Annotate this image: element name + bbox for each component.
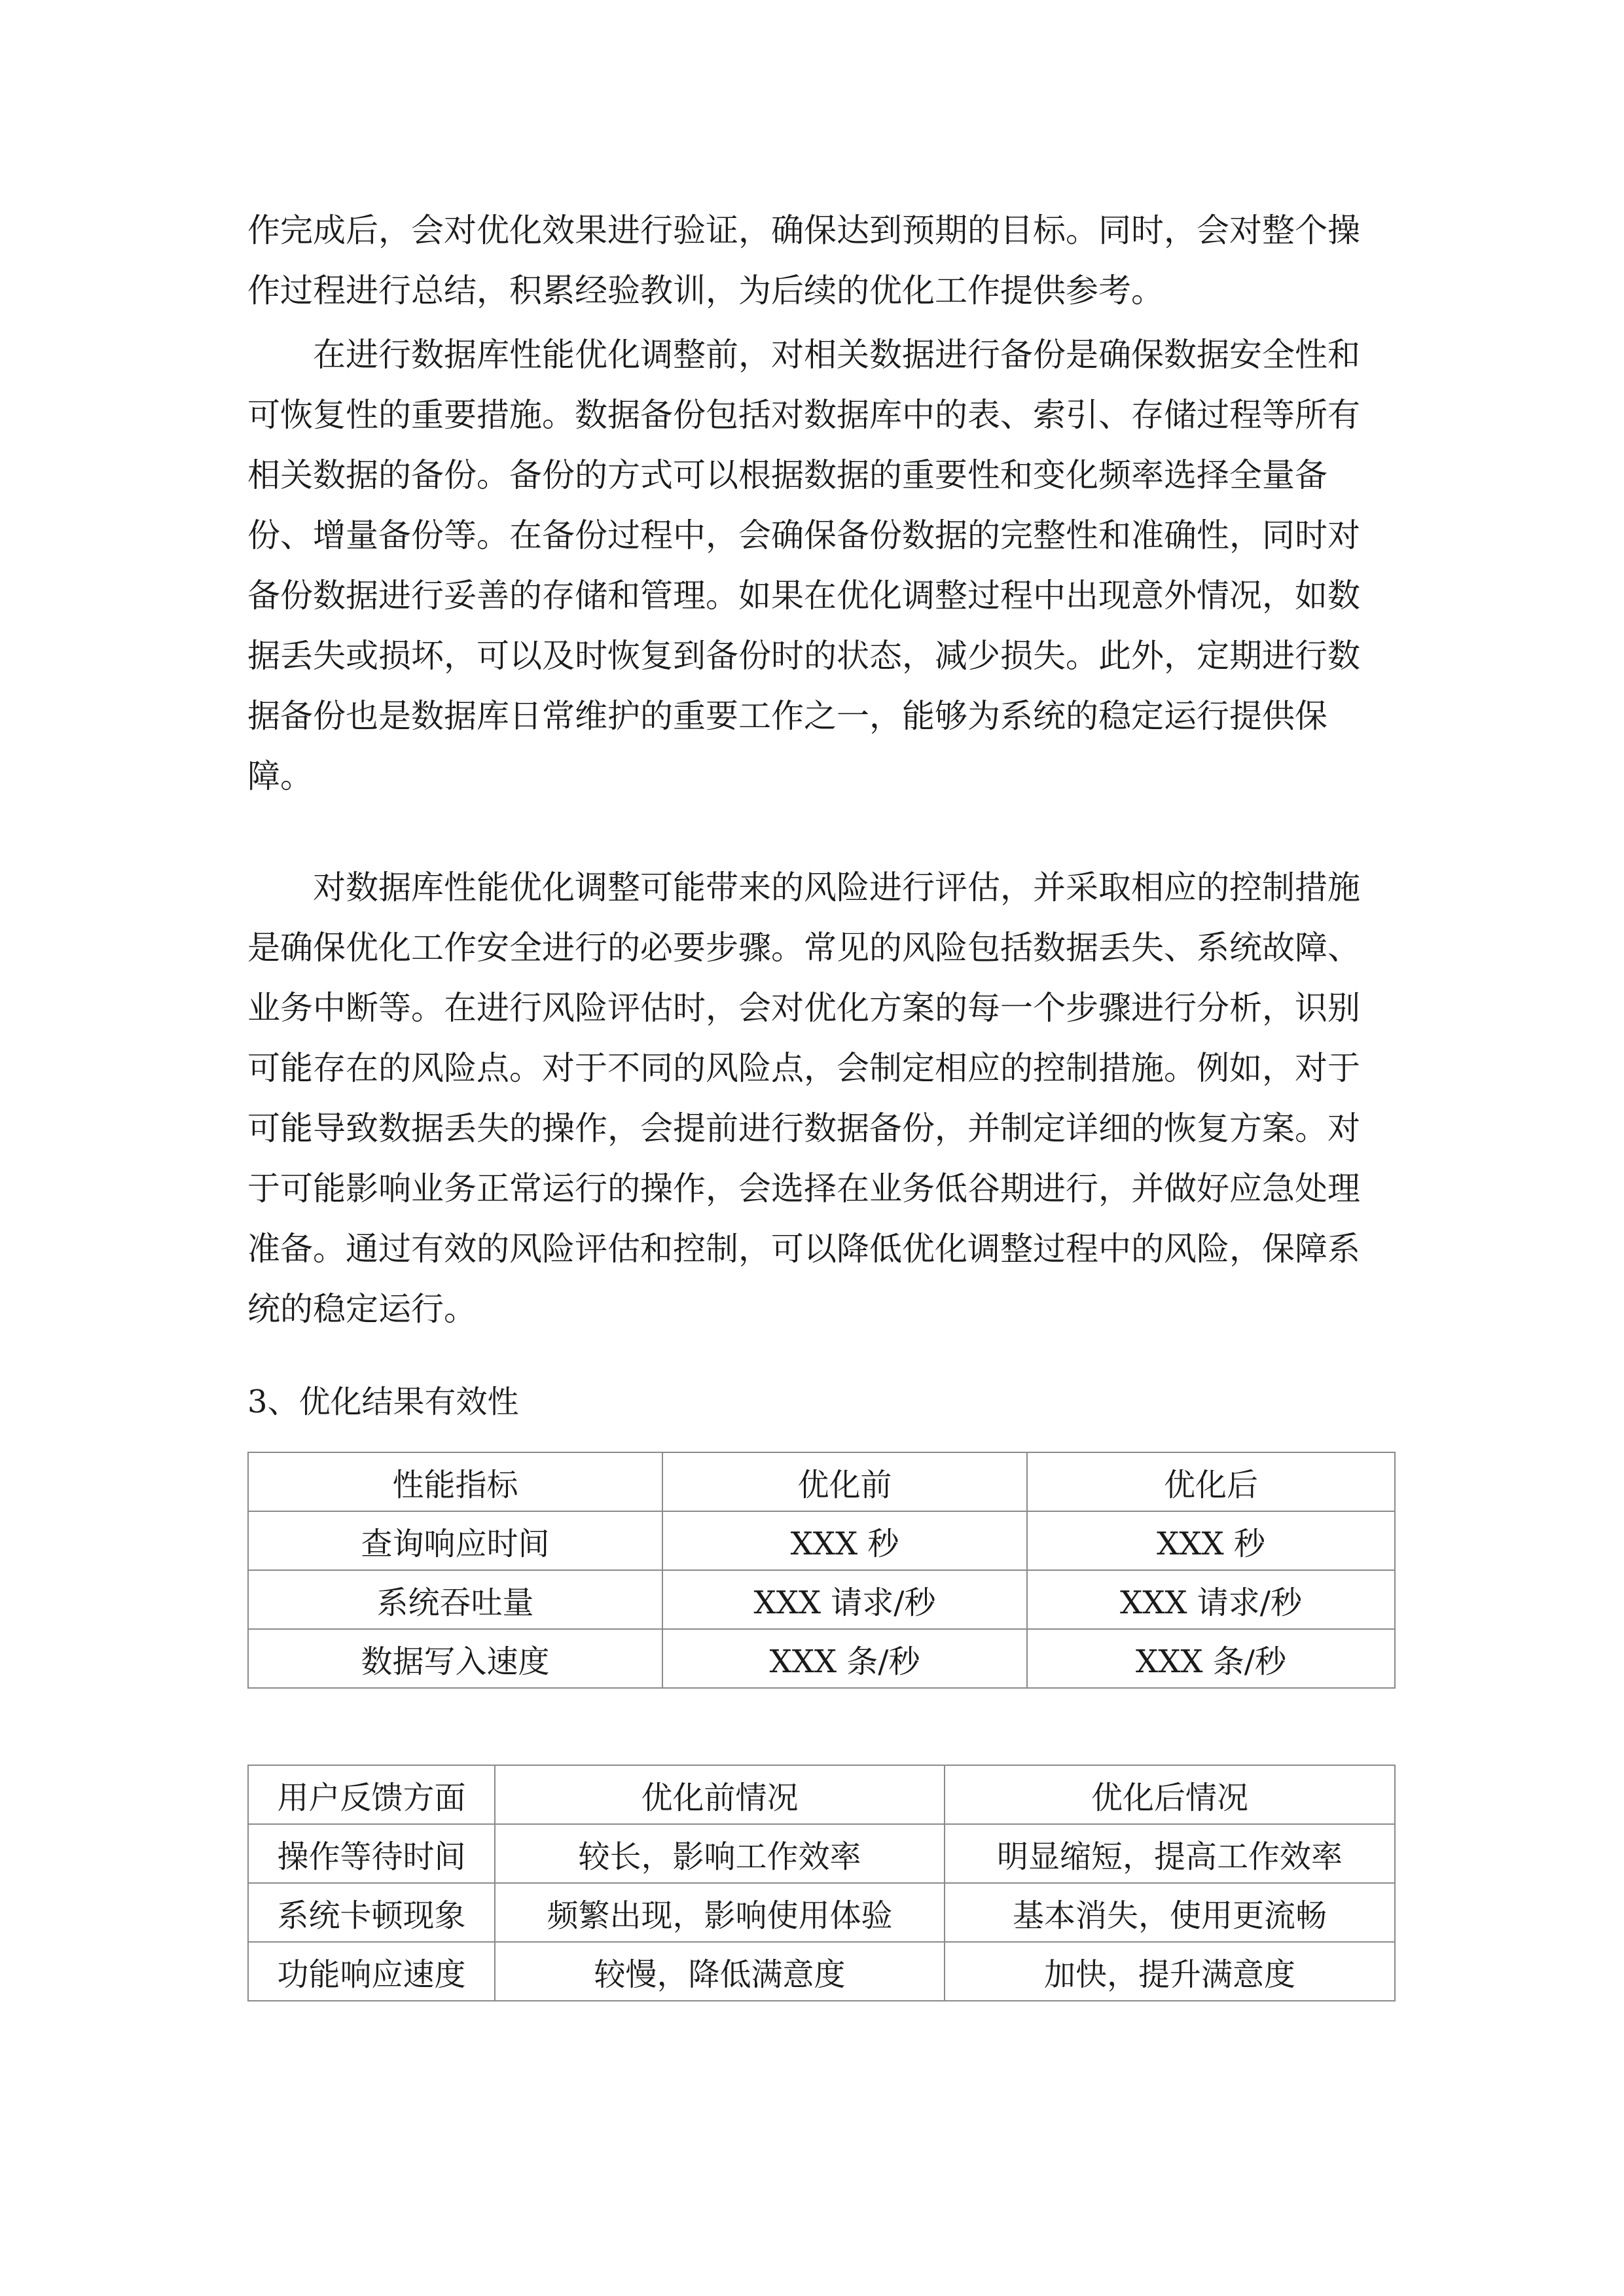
table-cell: 较长，影响工作效率 xyxy=(495,1824,945,1883)
table-cell: 系统吞吐量 xyxy=(248,1570,662,1629)
table-cell: 系统卡顿现象 xyxy=(248,1883,495,1942)
table-cell: 基本消失，使用更流畅 xyxy=(945,1883,1395,1942)
paragraph-1-line-1: 作完成后，会对优化效果进行验证，确保达到预期的目标。同时，会对整个操 xyxy=(247,211,1360,249)
section-heading: 3、优化结果有效性 xyxy=(247,1384,519,1420)
paragraph-2-line-1: 在进行数据库性能优化调整前，对相关数据进行备份是确保数据安全性和 xyxy=(313,336,1360,374)
paragraph-3-line-6: 于可能影响业务正常运行的操作，会选择在业务低谷期进行，并做好应急处理 xyxy=(247,1170,1360,1208)
table-row xyxy=(248,1942,1395,2001)
table-header-cell: 优化后 xyxy=(1027,1452,1395,1511)
paragraph-2-line-2: 可恢复性的重要措施。数据备份包括对数据库中的表、索引、存储过程等所有 xyxy=(247,396,1360,434)
performance-metrics-table xyxy=(247,1452,1396,1689)
table-row xyxy=(248,1570,1395,1629)
table-cell: 数据写入速度 xyxy=(248,1629,662,1688)
paragraph-3-line-7: 准备。通过有效的风险评估和控制，可以降低优化调整过程中的风险，保障系 xyxy=(247,1230,1360,1268)
paragraph-2-line-5: 备份数据进行妥善的存储和管理。如果在优化调整过程中出现意外情况，如数 xyxy=(247,577,1360,615)
user-feedback-table xyxy=(247,1765,1396,2001)
table-cell: XXX 请求/秒 xyxy=(662,1570,1027,1629)
table-header-cell: 用户反馈方面 xyxy=(248,1765,495,1824)
table-cell: XXX 秒 xyxy=(662,1511,1027,1570)
table-cell: XXX 条/秒 xyxy=(1027,1629,1395,1688)
table-row xyxy=(248,1883,1395,1942)
paragraph-3-line-4: 可能存在的风险点。对于不同的风险点，会制定相应的控制措施。例如，对于 xyxy=(247,1049,1360,1087)
table-cell: 频繁出现，影响使用体验 xyxy=(495,1883,945,1942)
paragraph-3-line-1: 对数据库性能优化调整可能带来的风险进行评估，并采取相应的控制措施 xyxy=(313,869,1360,906)
table-cell: 加快，提升满意度 xyxy=(945,1942,1395,2001)
table-cell: 操作等待时间 xyxy=(248,1824,495,1883)
table-header-cell: 优化前情况 xyxy=(495,1765,945,1824)
paragraph-1-line-2: 作过程进行总结，积累经验教训，为后续的优化工作提供参考。 xyxy=(247,272,1164,310)
paragraph-3-line-3: 业务中断等。在进行风险评估时，会对优化方案的每一个步骤进行分析，识别 xyxy=(247,989,1360,1027)
table-row xyxy=(248,1629,1395,1688)
paragraph-2-line-4: 份、增量备份等。在备份过程中，会确保备份数据的完整性和准确性，同时对 xyxy=(247,516,1360,554)
table-header-cell: 优化前 xyxy=(662,1452,1027,1511)
table-row xyxy=(248,1824,1395,1883)
paragraph-2-line-7: 据备份也是数据库日常维护的重要工作之一，能够为系统的稳定运行提供保 xyxy=(247,697,1327,735)
table-header-cell: 优化后情况 xyxy=(945,1765,1395,1824)
table-cell: 较慢，降低满意度 xyxy=(495,1942,945,2001)
table-header-row xyxy=(248,1452,1395,1511)
table-cell: 明显缩短，提高工作效率 xyxy=(945,1824,1395,1883)
table-cell: XXX 请求/秒 xyxy=(1027,1570,1395,1629)
table-cell: 功能响应速度 xyxy=(248,1942,495,2001)
table-header-cell: 性能指标 xyxy=(248,1452,662,1511)
paragraph-3-line-8: 统的稳定运行。 xyxy=(247,1290,477,1328)
paragraph-3-line-2: 是确保优化工作安全进行的必要步骤。常见的风险包括数据丢失、系统故障、 xyxy=(247,929,1360,967)
table-row xyxy=(248,1511,1395,1570)
paragraph-3-line-5: 可能导致数据丢失的操作，会提前进行数据备份，并制定详细的恢复方案。对 xyxy=(247,1109,1360,1147)
paragraph-2-line-8: 障。 xyxy=(247,757,313,795)
table-header-row xyxy=(248,1765,1395,1824)
paragraph-2-line-6: 据丢失或损坏，可以及时恢复到备份时的状态，减少损失。此外，定期进行数 xyxy=(247,637,1360,675)
table-cell: XXX 条/秒 xyxy=(662,1629,1027,1688)
table-cell: 查询响应时间 xyxy=(248,1511,662,1570)
paragraph-2-line-3: 相关数据的备份。备份的方式可以根据数据的重要性和变化频率选择全量备 xyxy=(247,456,1327,494)
table-cell: XXX 秒 xyxy=(1027,1511,1395,1570)
